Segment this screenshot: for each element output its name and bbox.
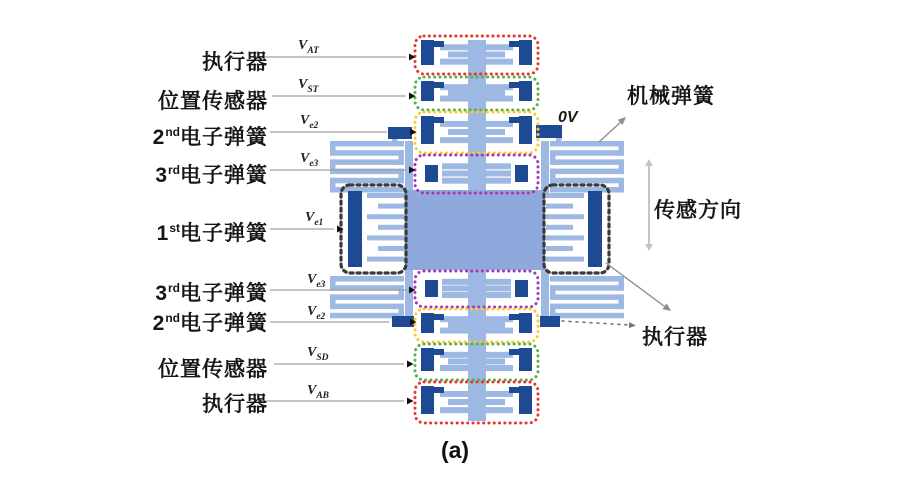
sense-direction-arrow — [645, 159, 653, 251]
voltage-label-ve2-bottom: $V_{e2}$ — [307, 304, 326, 322]
label-sense-direction: 传感方向 — [654, 199, 742, 222]
label-3rd-electronic-spring-top: 3rd电子弹簧 — [155, 163, 268, 187]
proof-mass — [405, 190, 545, 270]
label-2nd-electronic-spring-bottom: 2nd电子弹簧 — [152, 311, 268, 335]
label-actuator-top: 执行器 — [202, 51, 268, 74]
actuator-dashed-arrow — [562, 321, 636, 328]
voltage-label-vst: $V_{ST}$ — [298, 77, 319, 95]
label-3rd-electronic-spring-bottom: 3rd电子弹簧 — [155, 281, 268, 305]
label-mechanical-spring: 机械弹簧 — [627, 85, 715, 108]
voltage-label-ve1: $V_{e1}$ — [305, 210, 324, 228]
mechanical-spring-arrow — [599, 117, 626, 142]
voltage-label-vab: $V_{AB}$ — [307, 383, 330, 401]
label-position-sensor-bottom: 位置传感器 — [158, 358, 268, 381]
label-zero-volt: 0V — [558, 109, 578, 126]
spring1-left-comb — [348, 191, 405, 267]
spring1-right-comb — [546, 191, 602, 267]
voltage-label-ve3-bottom: $V_{e3}$ — [307, 272, 326, 290]
figure-caption: (a) — [440, 437, 470, 463]
voltage-label-vsd: $V_{SD}$ — [307, 345, 329, 363]
label-actuator-bottom: 执行器 — [202, 393, 268, 416]
label-actuator-right: 执行器 — [642, 326, 708, 349]
label-2nd-electronic-spring-top: 2nd电子弹簧 — [152, 125, 268, 149]
voltage-label-vat: $V_{AT}$ — [298, 38, 319, 56]
label-position-sensor-top: 位置传感器 — [158, 90, 268, 113]
voltage-label-ve2-top: $V_{e2}$ — [300, 113, 319, 131]
mechanical-spring-bottom-right — [550, 276, 624, 318]
mechanical-spring-bottom-left — [330, 276, 404, 318]
label-1st-electronic-spring: 1st电子弹簧 — [156, 221, 268, 245]
voltage-label-ve3-top: $V_{e3}$ — [300, 151, 319, 169]
